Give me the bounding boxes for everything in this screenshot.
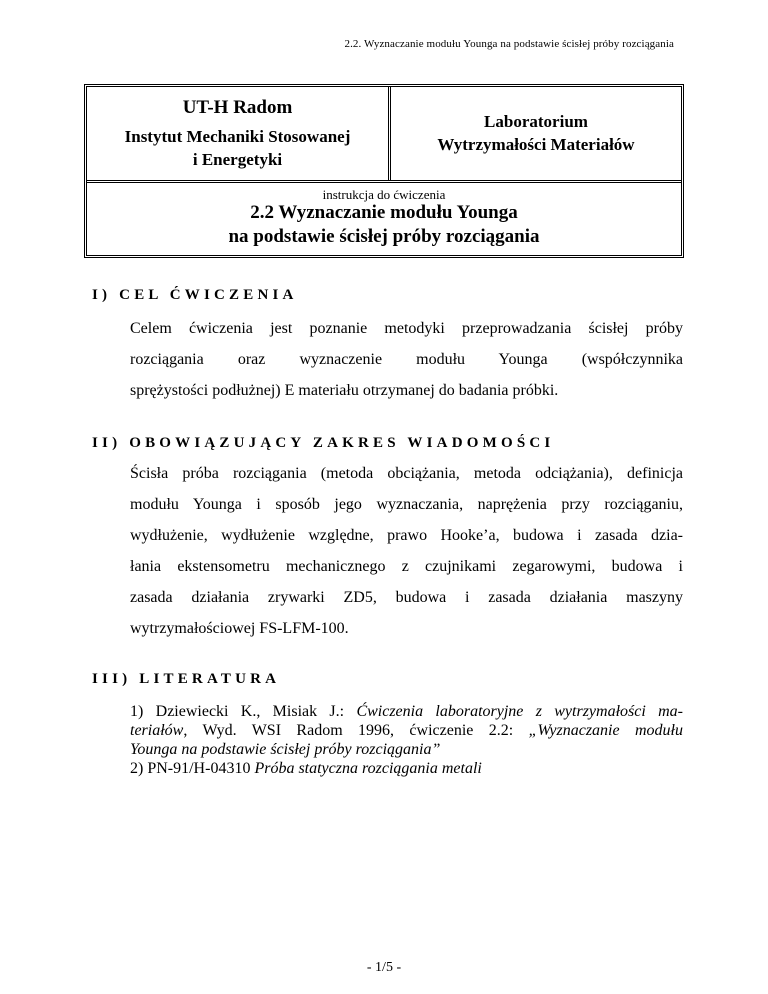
scope-line-6: wytrzymałościowej FS-LFM-100. <box>130 620 349 637</box>
goal-line-2: rozciągania oraz wyznaczenie modułu Younga (współczynnika <box>130 351 683 368</box>
exercise-title-line-2: na podstawie ścisłej próby rozciągania <box>228 226 540 247</box>
scope-line-5: zasada działania zrywarki ZD5, budowa i zasada działania maszyny <box>130 589 683 606</box>
section-heading-scope: II) OBOWIĄZUJĄCY ZAKRES WIADOMOŚCI <box>92 435 555 451</box>
goal-line-3: sprężystości podłużnej) E materiału otrzymanej do badania próbki. <box>130 382 559 399</box>
literature-item-1-line-1: 1) Dziewiecki K., Misiak J.: Ćwiczenia laboratoryjne z wytrzymałości ma- <box>130 703 684 720</box>
university-name: UT-H Radom <box>182 97 293 118</box>
section-goal-text <box>130 313 683 406</box>
instruction-label: instrukcja do ćwiczenia <box>322 187 446 202</box>
institute-line-2: i Energetyki <box>192 150 283 169</box>
literature-item-1-line-2: teriałów, Wyd. WSI Radom 1996, ćwiczenie 2.2: „Wyznaczanie modułu <box>130 722 683 739</box>
page-number: - 1/5 - <box>366 960 402 975</box>
institute-line-1: Instytut Mechaniki Stosowanej <box>124 127 351 146</box>
section-heading-goal: I) CEL ĆWICZENIA <box>92 287 298 303</box>
running-header: 2.2. Wyznaczanie modułu Younga na podstawie ścisłej próby rozciągania <box>344 38 674 50</box>
literature-item-1-line-3: Younga na podstawie ścisłej próby rozciągania” <box>130 741 441 758</box>
lab-line-1: Laboratorium <box>484 112 588 131</box>
laboratory-cell <box>391 87 681 180</box>
literature-list <box>130 702 683 778</box>
title-box <box>84 84 684 258</box>
scope-line-4: łania ekstensometru mechanicznego z czujnikami zegarowymi, budowa i <box>130 558 683 575</box>
goal-line-1: Celem ćwiczenia jest poznanie metodyki przeprowadzania ścisłej próby <box>130 320 683 337</box>
scope-line-1: Ścisła próba rozciągania (metoda obciążania, metoda odciążania), definicja <box>130 465 683 482</box>
section-scope-text <box>130 458 683 644</box>
section-heading-literature: III) LITERATURA <box>92 671 281 687</box>
institution-cell <box>87 87 391 180</box>
scope-line-2: modułu Younga i sposób jego wyznaczania, naprężenia przy rozciąganiu, <box>130 496 683 513</box>
literature-item-2: 2) PN-91/H-04310 Próba statyczna rozciągania metali <box>130 760 482 777</box>
lab-line-2: Wytrzymałości Materiałów <box>437 135 635 154</box>
scope-line-3: wydłużenie, wydłużenie względne, prawo Hooke’a, budowa i zasada dzia- <box>130 527 683 544</box>
title-box-top-row <box>87 87 681 183</box>
exercise-title-line-1: 2.2 Wyznaczanie modułu Younga <box>250 202 518 223</box>
